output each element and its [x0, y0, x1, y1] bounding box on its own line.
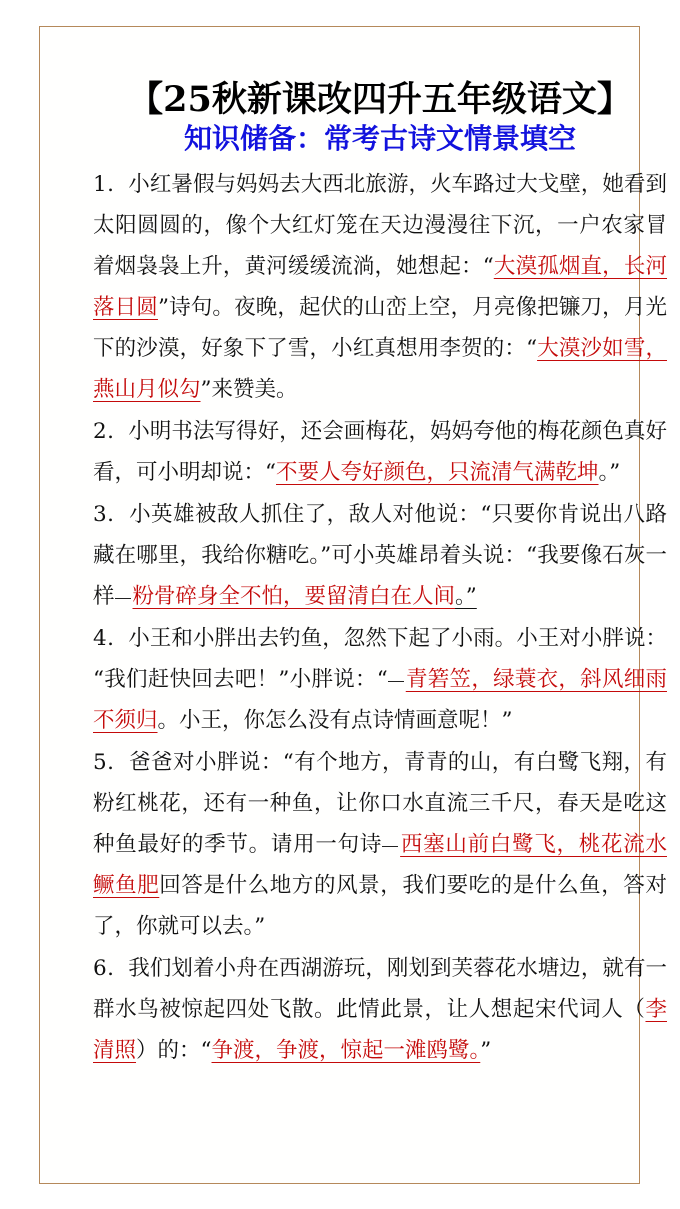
question-text-6c: ”: [480, 1037, 492, 1063]
question-text-5b: 回答是什么地方的风景，我们要吃的是什么鱼，答对了，你就可以去。”: [93, 872, 667, 939]
question-text-2b: 。”: [598, 459, 621, 485]
question-number-4: 4.: [93, 625, 115, 651]
question-text-6a: 我们划着小舟在西湖游玩，刚划到芙蓉花水塘边，就有一群水鸟被惊起四处飞散。此情此景，让人想起宋代词人（: [93, 955, 667, 1022]
answer-lead-rule-5: [382, 846, 398, 847]
question-text-1b: ”诗句。夜晚，起伏的山峦上空，月亮像把镰刀，月光下的沙漠，好象下了雪，小红真想用李贺的：“: [93, 294, 667, 361]
question-item-6: [93, 948, 667, 1071]
question-number-3: 3.: [93, 501, 115, 527]
content-area: [85, 59, 675, 1072]
answer-blank-5a[interactable]: 西塞山前白鹭飞，桃花流水鳜鱼肥: [93, 831, 667, 898]
question-number-6: 6.: [93, 955, 115, 981]
answer-blank-2a[interactable]: 不要人夸好颜色，只流清气满乾坤: [276, 459, 599, 485]
question-text-6b: ）的：“: [136, 1037, 212, 1063]
question-text-2a: 小明书法写得好，还会画梅花，妈妈夸他的梅花颜色真好看，可小明却说：“: [93, 418, 667, 485]
answer-blank-1a[interactable]: 大漠孤烟直，长河落日圆: [93, 253, 667, 320]
answer-blank-6a[interactable]: 李清照: [93, 996, 667, 1063]
page-border-frame: [39, 26, 667, 1184]
answer-blank-1b[interactable]: 大漠沙如雪，燕山月似勾: [93, 335, 667, 402]
answer-lead-rule-4: [388, 681, 404, 682]
question-item-2: [93, 411, 667, 493]
question-item-4: [93, 618, 667, 741]
question-text-3b: 。”: [455, 583, 477, 609]
question-item-1: [93, 164, 667, 410]
question-text-4b: 。小王，你怎么没有点诗情画意呢！”: [157, 707, 513, 733]
question-item-5: [93, 742, 667, 947]
answer-blank-4a[interactable]: 青箬笠，绿蓑衣，斜风细雨不须归: [93, 666, 667, 733]
question-list: [93, 164, 667, 1071]
question-text-1c: ”来赞美。: [200, 376, 298, 402]
answer-lead-rule-3: [115, 598, 131, 599]
question-number-2: 2.: [93, 418, 115, 444]
answer-blank-6b[interactable]: 争渡，争渡，惊起一滩鸥鹭。: [211, 1037, 481, 1063]
question-text-3a: 小英雄被敌人抓住了，敌人对他说：“只要你肯说出八路藏在哪里，我给你糖吃。”可小英雄昂着头说：“我要像石灰一样: [93, 501, 667, 609]
question-text-4a: 小王和小胖出去钓鱼，忽然下起了小雨。小王对小胖说：“我们赶快回去吧！”小胖说：“: [93, 625, 667, 692]
question-number-5: 5.: [93, 749, 115, 775]
question-text-5a: 爸爸对小胖说：“有个地方，青青的山，有白鹭飞翔，有粉红桃花，还有一种鱼，让你口水直流三千尺，春天是吃这种鱼最好的季节。请用一句诗: [93, 749, 667, 857]
page-subtitle: 知识储备：常考古诗文情景填空: [183, 122, 576, 156]
answer-blank-3a[interactable]: 粉骨碎身全不怕，要留清白在人间: [132, 583, 456, 609]
question-item-3: [93, 494, 667, 617]
question-number-1: 1.: [93, 171, 115, 197]
question-text-1a: 小红暑假与妈妈去大西北旅游，火车路过大戈壁，她看到太阳圆圆的，像个大红灯笼在天边漫漫往下沉，一户农家冒着烟袅袅上升，黄河缓缓流淌，她想起：“: [93, 171, 667, 279]
page-title: 【25秋新课改四升五年级语文】: [128, 79, 632, 120]
